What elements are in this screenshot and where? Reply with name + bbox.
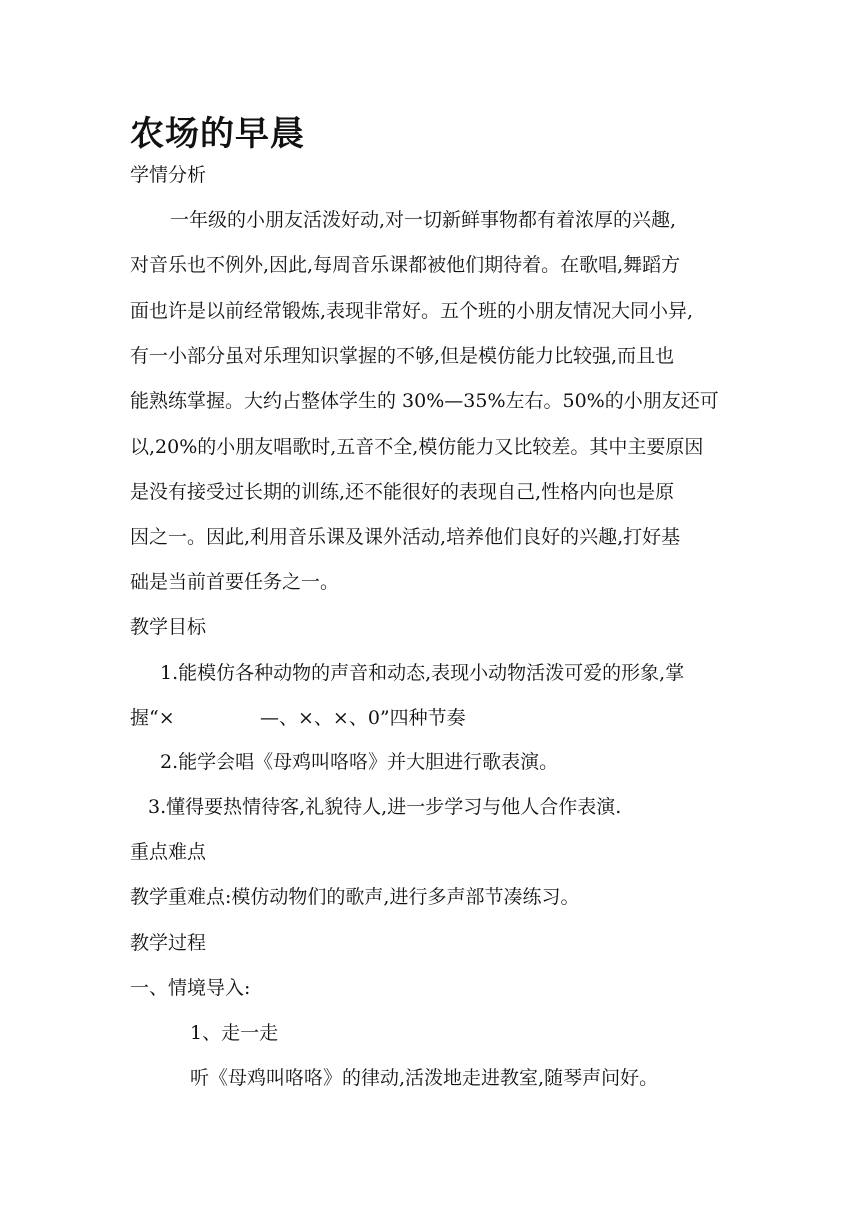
goal-3: 3.懂得要热情待客,礼貌待人,进一步学习与他人合作表演. — [148, 796, 622, 818]
analysis-line-4: 有一小部分虽对乐理知识掌握的不够,但是模仿能力比较强,而且也 — [130, 345, 675, 367]
section-heading-analysis: 学情分析 — [130, 164, 207, 186]
analysis-line-1: 一年级的小朋友活泼好动,对一切新鲜事物都有着浓厚的兴趣, — [170, 209, 677, 231]
process-section-1: 一、情境导入: — [130, 977, 251, 999]
goal-1-line-2b: —、×、×、0”四种节奏 — [260, 707, 466, 729]
document-title: 农场的早晨 — [130, 114, 305, 154]
process-step-1-desc: 听《母鸡叫咯咯》的律动,活泼地走进教室,随琴声问好。 — [190, 1067, 659, 1089]
goal-1-line-2a: 握“× — [130, 707, 175, 729]
section-heading-goals: 教学目标 — [130, 616, 207, 638]
goal-2: 2.能学会唱《母鸡叫咯咯》并大胆进行歌表演。 — [160, 751, 559, 773]
analysis-line-5: 能熟练掌握。大约占整体学生的 30%—35%左右。50%的小朋友还可 — [130, 390, 719, 412]
analysis-line-9: 础是当前首要任务之一。 — [130, 571, 340, 593]
analysis-line-7: 是没有接受过长期的训练,还不能很好的表现自己,性格内向也是原 — [130, 481, 675, 503]
analysis-line-6: 以,20%的小朋友唱歌时,五音不全,模仿能力又比较差。其中主要原因 — [130, 436, 704, 458]
key-points-text: 教学重难点:模仿动物们的歌声,进行多声部节凑练习。 — [130, 886, 580, 908]
section-heading-key-points: 重点难点 — [130, 841, 207, 863]
analysis-line-3: 面也许是以前经常锻炼,表现非常好。五个班的小朋友情况大同小异, — [130, 300, 694, 322]
process-step-1: 1、走一走 — [190, 1022, 279, 1044]
goal-1-line-1: 1.能模仿各种动物的声音和动态,表现小动物活泼可爱的形象,掌 — [160, 662, 685, 684]
analysis-line-8: 因之一。因此,利用音乐课及课外活动,培养他们良好的兴趣,打好基 — [130, 526, 681, 548]
analysis-line-2: 对音乐也不例外,因此,每周音乐课都被他们期待着。在歌唱,舞蹈方 — [130, 254, 681, 276]
section-heading-process: 教学过程 — [130, 932, 207, 954]
